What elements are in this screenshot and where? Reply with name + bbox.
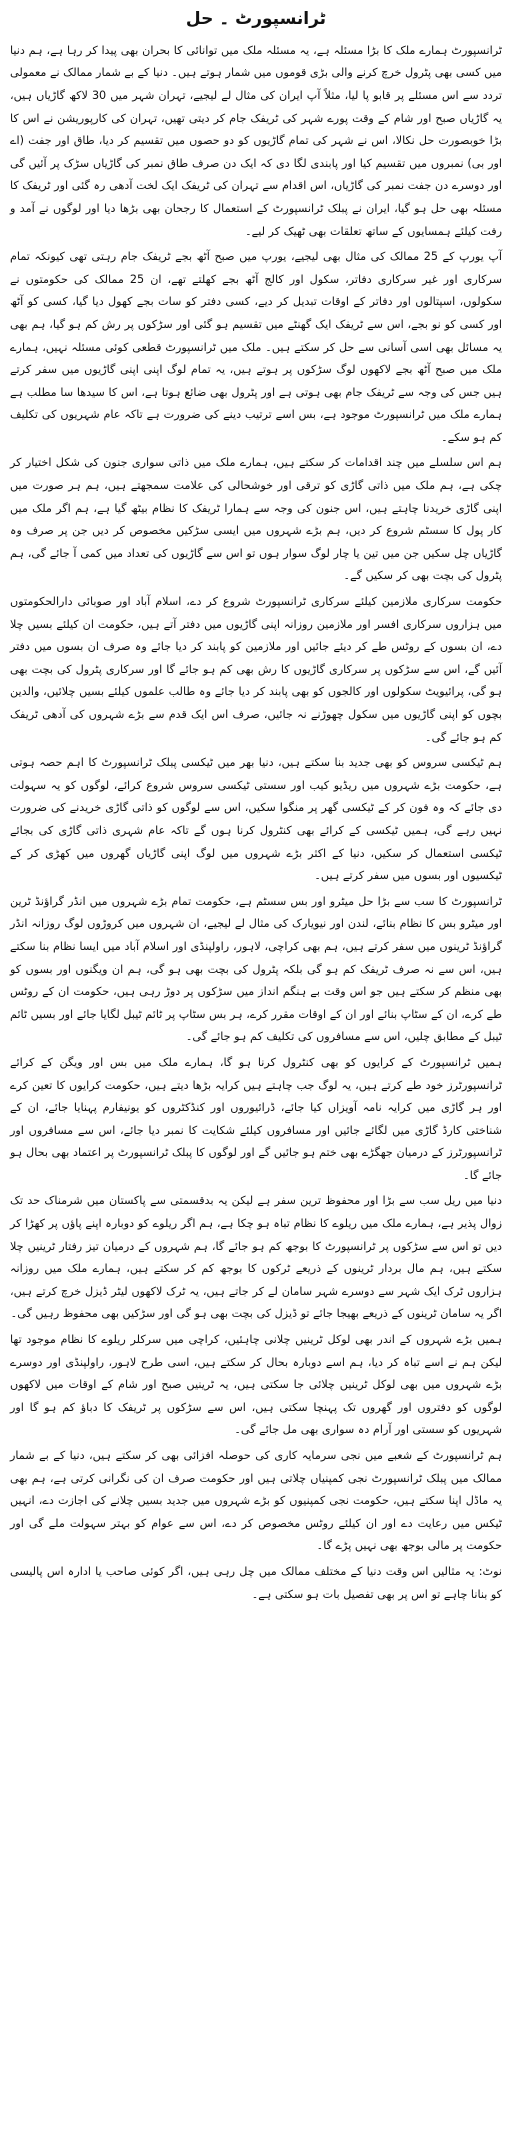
- article-paragraph: آپ یورپ کے 25 ممالک کی مثال بھی لیجیے، یورپ میں صبح آٹھ بجے ٹریفک جام رہتی تھی کیونکہ تمام سرکاری اور غیر سرکاری دفاتر، سکول اور کالج آٹھ بجے کھلتے تھے، ان 25 ممالک کی حکومتوں نے سکولوں، اسپتالوں اور دفاتر کے اوقات تبدیل کر دیے، کسی دفتر کو سات بجے کھول دیا گیا، کسی کو آٹھ اور کسی کو نو بجے، اس سے ٹریفک ایک گھنٹے میں تقسیم ہو گئی اور سڑکوں پر رش کم ہو گیا، ہم بھی یہ مسائل بھی اسی آسانی سے حل کر سکتے ہیں۔ ملک میں ٹرانسپورٹ قطعی کوئی مسئلہ نہیں، ہمارے ملک میں صبح آٹھ بجے لاکھوں لوگ سڑکوں پر ہوتے ہیں، یہ تمام لوگ اپنی اپنی گاڑیوں میں سفر کرتے ہیں جس کی وجہ سے ٹریفک جام بھی ہوتی ہے اور پٹرول بھی ضائع ہوتا ہے، اس کا سیدھا سا مطلب ہے ہمارے ملک میں ٹرانسپورٹ موجود ہے، بس اسے ترتیب دینے کی ضرورت ہے تاکہ عام شہریوں کی تکلیف کم ہو سکے۔: [10, 250, 503, 444]
- article-paragraph: ٹرانسپورٹ ہمارے ملک کا بڑا مسئلہ ہے، یہ مسئلہ ملک میں توانائی کا بحران بھی پیدا کر رہا ہے، ہم دنیا میں کسی بھی پٹرول خرچ کرنے والی بڑی قوموں میں شمار ہوتے ہیں۔ دنیا کے بے شمار ممالک نے معمولی تردد سے اس مسئلے پر قابو پا لیا، مثلاً آپ ایران کی مثال لے لیجیے، تہران شہر میں 30 لاکھ گاڑیاں ہیں، یہ گاڑیاں صبح اور شام کے وقت پورے شہر کی ٹریفک جام کر دیتی تھیں، تہران کی کارپوریشن نے اس کا بڑا خوبصورت حل نکالا، اس نے شہر کی تمام گاڑیوں کو دو حصوں میں تقسیم کر دیا، طاق اور جفت (اے اور بی) نمبروں میں تقسیم کیا اور پابندی لگا دی کہ ایک دن صرف طاق نمبر کی گاڑیاں سڑک پر آئیں گی اور دوسرے دن جفت نمبر کی گاڑیاں، اس اقدام سے تہران کی ٹریفک ایک لخت آدھی رہ گئی اور ٹریفک کا مسئلہ بھی حل ہو گیا، ایران نے پبلک ٹرانسپورٹ کے استعمال کا رجحان بھی بڑھا دیا اور لوگوں نے آمد و رفت کیلئے ہمسایوں کے ساتھ تعلقات بھی ٹھیک کر لیے۔: [10, 43, 502, 238]
- article-paragraph: ہمیں بڑے شہروں کے اندر بھی لوکل ٹرینیں چلانی چاہئیں، کراچی میں سرکلر ریلوے کا نظام موجود تھا لیکن ہم نے اسے تباہ کر دیا، ہم اسے دوبارہ بحال کر سکتے ہیں، اسی طرح لاہور، راولپنڈی اور دوسرے بڑے شہروں میں بھی لوکل ٹرینیں چلائی جا سکتی ہیں، یہ ٹرینیں صبح اور شام کے اوقات میں لاکھوں لوگوں کو دفتروں اور گھروں تک پہنچا سکتی ہیں، اس سے سڑکوں پر ٹریفک کا دباؤ کم ہو گا اور شہریوں کو سستی اور آرام دہ سواری بھی مل جائے گی۔: [10, 1333, 502, 1437]
- article-paragraph: ہم ٹرانسپورٹ کے شعبے میں نجی سرمایہ کاری کی حوصلہ افزائی بھی کر سکتے ہیں، دنیا کے بے شمار ممالک میں پبلک ٹرانسپورٹ نجی کمپنیاں چلاتی ہیں اور حکومت صرف ان کی نگرانی کرتی ہے، ہم بھی یہ ماڈل اپنا سکتے ہیں، حکومت نجی کمپنیوں کو بڑے شہروں میں جدید بسیں چلانے کی اجازت دے، انہیں ٹیکس میں رعایت دے اور ان کیلئے روٹس مخصوص کر دے، اس سے عوام کو بہتر سہولت ملے گی اور حکومت پر مالی بوجھ بھی نہیں پڑے گا۔: [10, 1449, 502, 1553]
- article-title: ٹرانسپورٹ ۔ حل: [185, 9, 327, 29]
- article-paragraph: ہمیں ٹرانسپورٹ کے کرایوں کو بھی کنٹرول کرنا ہو گا، ہمارے ملک میں بس اور ویگن کے کرائے ٹرانسپورٹرز خود طے کرتے ہیں، یہ لوگ جب چاہتے ہیں کرایہ بڑھا دیتے ہیں، حکومت کرایوں کا تعین کرے اور ہر گاڑی میں کرایہ نامہ آویزاں کیا جائے، ڈرائیوروں اور کنڈکٹروں کو یونیفارم پہنایا جائے، ان کے شناختی کارڈ گاڑی میں لگائے جائیں اور مسافروں کیلئے شکایت کا نمبر دیا جائے، اس سے مسافروں اور ٹرانسپورٹرز کے درمیان جھگڑے بھی ختم ہو جائیں گے اور لوگوں کا پبلک ٹرانسپورٹ پر اعتماد بھی بحال ہو جائے گا۔: [10, 1055, 502, 1182]
- article-paragraph: ٹرانسپورٹ کا سب سے بڑا حل میٹرو اور بس سسٹم ہے، حکومت تمام بڑے شہروں میں انڈر گراؤنڈ ٹرین اور میٹرو بس کا نظام بنائے، لندن اور نیویارک کی مثال لے لیجیے، ان شہروں میں کروڑوں لوگ روزانہ انڈر گراؤنڈ ٹرینوں میں سفر کرتے ہیں، ہم بھی کراچی، لاہور، راولپنڈی اور اسلام آباد میں ایسا نظام بنا سکتے ہیں، اس سے نہ صرف ٹریفک کم ہو گی بلکہ پٹرول کی بچت بھی ہو گی، ہم ان ویگنوں اور بسوں کو بھی منظم کر سکتے ہیں جو اس وقت بے ہنگم انداز میں سڑکوں پر دوڑ رہی ہیں، حکومت ان کے روٹس طے کرے، ان کے سٹاپ بنائے اور ان کے اوقات مقرر کرے، ہر بس سٹاپ پر ٹائم ٹیبل لگایا جائے اور بسیں ٹائم ٹیبل کے مطابق چلیں، اس سے مسافروں کی تکلیف کم ہو جائے گی۔: [10, 894, 502, 1044]
- article-paragraph: ہم اس سلسلے میں چند اقدامات کر سکتے ہیں، ہمارے ملک میں ذاتی سواری جنون کی شکل اختیار کر چکی ہے، ہم ملک میں ذاتی گاڑی کو ترقی اور خوشحالی کی علامت سمجھتے ہیں، ہم ہر صورت میں اپنی گاڑی خریدنا چاہتے ہیں، اس جنون کی وجہ سے ہمارا ٹریفک کا نظام بیٹھ گیا ہے، ہم اگر ملک میں کار پول کا سسٹم شروع کر دیں، ہم بڑے شہروں میں ایسی سڑکیں مخصوص کر دیں جن پر صرف وہ گاڑیاں چل سکیں جن میں تین یا چار لوگ سوار ہوں تو اس سے گاڑیوں کی تعداد میں کمی آ جائے گی، ہم پٹرول کی بچت بھی کر سکیں گے۔: [10, 456, 502, 583]
- article-paragraph: ہم ٹیکسی سروس کو بھی جدید بنا سکتے ہیں، دنیا بھر میں ٹیکسی پبلک ٹرانسپورٹ کا اہم حصہ ہوتی ہے، حکومت بڑے شہروں میں ریڈیو کیب اور سستی ٹیکسی سروس شروع کرائے، لوگوں کو یہ سہولت دی جائے کہ وہ فون کر کے ٹیکسی گھر پر منگوا سکیں، اس سے لوگوں کو ذاتی گاڑی خریدنے کی ضرورت نہیں رہے گی، ہمیں ٹیکسی کے کرائے بھی کنٹرول کرنا ہوں گے تاکہ عام شہری ذاتی گاڑی کی بجائے ٹیکسی استعمال کر سکیں، دنیا کے اکثر بڑے شہروں میں لوگ اپنی گاڑیاں گھروں میں کھڑی کر کے ٹیکسیوں اور بسوں میں سفر کرتے ہیں۔: [10, 756, 502, 883]
- article-note: نوٹ: یہ مثالیں اس وقت دنیا کے مختلف ممالک میں چل رہی ہیں، اگر کوئی صاحب یا ادارہ اس پالیسی کو بنانا چاہے تو اس پر بھی تفصیل بات ہو سکتی ہے۔: [10, 1564, 502, 1601]
- article-paragraph: حکومت سرکاری ملازمین کیلئے سرکاری ٹرانسپورٹ شروع کر دے، اسلام آباد اور صوبائی دارالحکومتوں میں ہزاروں سرکاری افسر اور ملازمین روزانہ اپنی گاڑیوں میں دفتر آتے ہیں، حکومت ان کیلئے بسیں چلا دے، ان بسوں کے روٹس طے کر دیئے جائیں اور ملازمین کو پابند کر دیا جائے وہ صرف ان بسوں میں دفتر آئیں گے، اس سے سڑکوں پر سرکاری گاڑیوں کا رش بھی کم ہو جائے گا اور سرکاری پٹرول کی بچت بھی ہو گی، پرائیویٹ سکولوں اور کالجوں کو بھی پابند کر دیا جائے وہ طالب علموں کیلئے بسیں چلائیں، والدین بچوں کو اپنی گاڑیوں میں سکول چھوڑنے نہ جائیں، صرف اس ایک قدم سے بڑے شہروں کی آدھی ٹریفک کم ہو جائے گی۔: [10, 595, 502, 744]
- article-paragraph: دنیا میں ریل سب سے بڑا اور محفوظ ترین سفر ہے لیکن یہ بدقسمتی سے پاکستان میں شرمناک حد تک زوال پذیر ہے، ہمارے ملک میں ریلوے کا نظام تباہ ہو چکا ہے، ہم اگر ریلوے کو دوبارہ اپنے پاؤں پر کھڑا کر دیں تو اس سے سڑکوں پر ٹرانسپورٹ کا بوجھ کم ہو جائے گا، ہم شہروں کے درمیان تیز رفتار ٹرینیں چلا سکتے ہیں، ہم مال بردار ٹرینوں کے ذریعے ٹرکوں کا بوجھ کم کر سکتے ہیں، ہمارے ملک میں روزانہ ہزاروں ٹرک ایک شہر سے دوسرے شہر سامان لے کر جاتے ہیں، یہ ٹرک لاکھوں لیٹر ڈیزل خرچ کرتے ہیں، اگر یہ سامان ٹرینوں کے ذریعے بھیجا جائے تو ڈیزل کی بچت بھی ہو گی اور سڑکیں بھی محفوظ رہیں گی۔: [10, 1194, 502, 1321]
